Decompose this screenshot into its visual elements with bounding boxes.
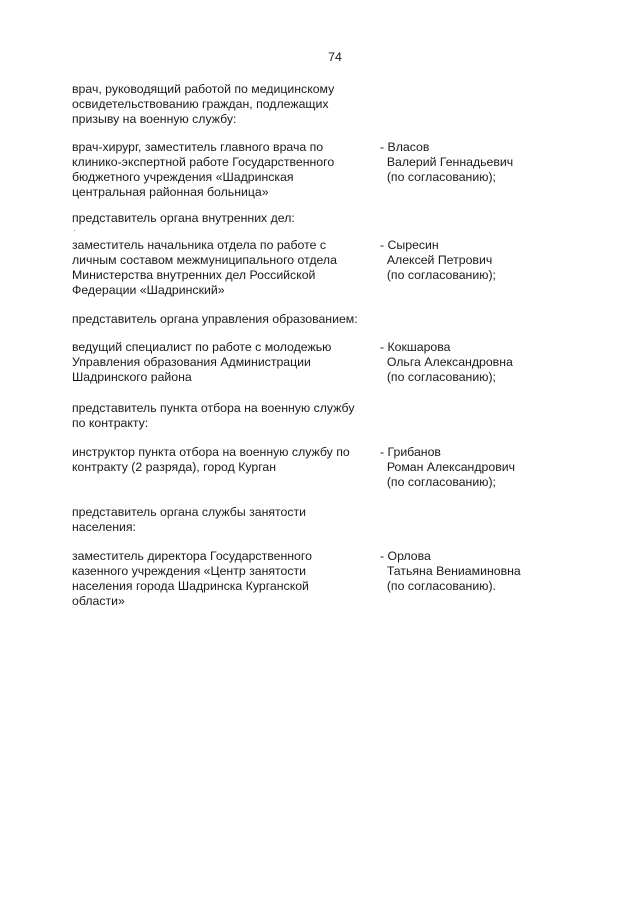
page-number: 74 [328, 50, 342, 64]
position-youth-specialist: ведущий специалист по работе с молодежью Управления образования Администрации Шадринского района [72, 340, 332, 384]
position-deputy-director-employment: заместитель директора Государственного казенного учреждения «Центр занятости населения города Шадринска Курганской области» [72, 549, 312, 608]
position-deputy-head-police: заместитель начальника отдела по работе с личным составом межмуниципального отдела Министерства внутренних дел Российской Федерации «Шадринский» [72, 238, 337, 297]
person-orlova: - Орлова Татьяна Вениаминовна (по согласованию). [380, 549, 521, 593]
position-instructor: инструктор пункта отбора на военную службу по контракту (2 разряда), город Курган [72, 445, 350, 474]
person-syresin: - Сыресин Алексей Петрович (по согласованию); [380, 238, 496, 282]
scan-speck [74, 230, 75, 231]
section-heading-employment: представитель органа службы занятости населения: [72, 505, 307, 534]
position-surgeon: врач-хирург, заместитель главного врача по клинико-экспертной работе Государственного бюджетного учреждения «Шадринская центральная районная больница» [72, 140, 335, 199]
person-koksharova: - Кокшарова Ольга Александровна (по согласованию); [380, 340, 513, 384]
section-heading-internal-affairs: представитель органа внутренних дел: [72, 211, 295, 225]
person-vlasov: - Власов Валерий Геннадьевич (по согласованию); [380, 140, 514, 184]
person-gribanov: - Грибанов Роман Александрович (по согласованию); [380, 445, 516, 489]
section-heading-contract-service: представитель пункта отбора на военную службу по контракту: [72, 401, 355, 430]
section-heading-doctor: врач, руководящий работой по медицинскому освидетельствованию граждан, подлежащих призыву на военную службу: [72, 82, 335, 126]
section-heading-education: представитель органа управления образованием: [72, 312, 358, 326]
